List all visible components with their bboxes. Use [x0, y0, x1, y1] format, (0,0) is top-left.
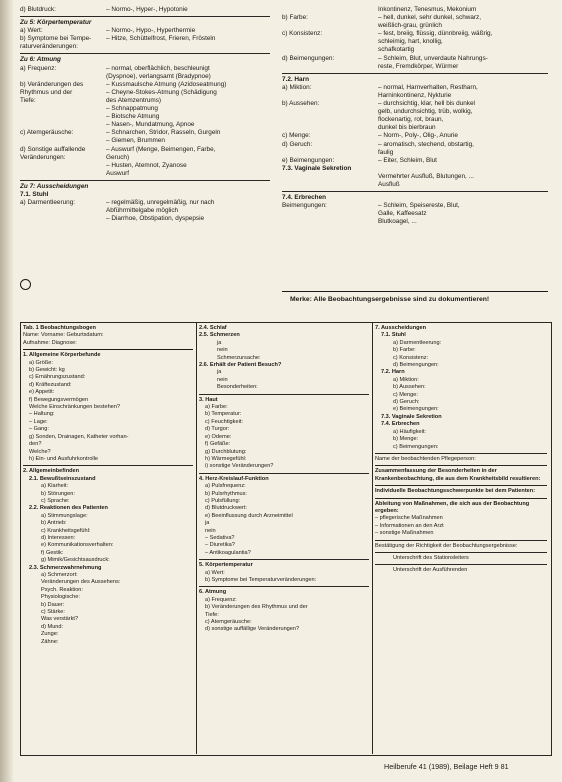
form-field: a) Frequenz: [205, 596, 237, 603]
row-value: gelb, undurchsichtig, trüb, wolkig, [378, 108, 473, 116]
form-field: e) Kommunikationsverhalten: [41, 542, 114, 549]
form-field: a) Miktion: [393, 376, 419, 383]
text-row [282, 141, 548, 149]
row-value: – Schnarchen, Stridor, Rasseln, Gurgeln [106, 129, 221, 137]
form-field: Zähne: [41, 638, 59, 645]
section-heading: 2. Allgemeinbefinden [23, 468, 80, 475]
row-label: raturveränderungen: [20, 43, 78, 51]
row-value: flockenartig, rot, braun, [378, 116, 444, 124]
text-row [282, 100, 548, 108]
page-footer: Heilberufe 41 (1989), Beilage Heft 9 81 [384, 762, 509, 771]
row-label [20, 137, 106, 145]
form-field: – Sedativa? [205, 534, 235, 541]
row-label: a) Frequenz: [20, 64, 57, 72]
text-row [282, 30, 548, 38]
form-field: g) Sonden, Drainagen, Katheter vorhan- [29, 433, 129, 440]
row-label [282, 38, 378, 46]
row-value: – normal, oberflächlich, beschleunigt [106, 64, 210, 72]
text-row [282, 55, 548, 63]
signature-line: Unterschrift der Ausführenden [393, 567, 468, 574]
subsection-heading: 2.1. Bewußtseinszustand [29, 475, 96, 482]
section-heading: Zu 7: Ausscheidungen [20, 182, 89, 190]
form-field: Besonderheiten: [217, 384, 258, 391]
form-field: a) Pulsfrequenz: [205, 483, 246, 490]
upper-left-column [20, 6, 270, 223]
subsection-heading: 7.1. Stuhl [381, 332, 406, 339]
form-field: b) Pulsrhythmus: [205, 490, 247, 497]
rule-line [20, 53, 270, 54]
row-label [20, 162, 106, 170]
row-label: c) Atemgeräusche: [20, 129, 74, 137]
row-value: – Biotsche Atmung [106, 113, 160, 121]
section-heading: 1. Allgemeine Körperbefunde [23, 352, 101, 359]
form-col-1 [23, 325, 193, 646]
row-value: – Nasen-, Mundatmung, Apnoe [106, 121, 195, 129]
form-field: b) Aussehen: [393, 384, 426, 391]
form-field: h) Ein- und Ausfuhrkontrolle [29, 455, 99, 462]
text-row [20, 215, 270, 223]
row-value: – aromatisch, stechend, obstartig, [378, 140, 474, 148]
row-label [282, 218, 378, 226]
form-field: g) Durchblutung: [205, 448, 247, 455]
form-field: – Gang: [29, 426, 49, 433]
form-field: d) Geruch: [393, 399, 420, 406]
subsection-heading: 2.4. Schlaf [199, 325, 227, 331]
form-field: a) Wert: [205, 569, 225, 576]
row-label [282, 116, 378, 124]
form-field: f) Gefäße: [205, 441, 231, 448]
form-field: a) Darmentleerung: [393, 339, 442, 346]
form-field: c) Stärke: [41, 609, 65, 616]
text-row [282, 210, 548, 218]
text-row [20, 121, 270, 129]
form-field: a) Schmerzort: [41, 572, 78, 578]
form-field: a) Größe: [29, 359, 53, 366]
form-divider-1 [196, 322, 197, 754]
row-label: a) Darmentleerung: [20, 199, 76, 207]
form-field: a) Stimmungslage: [41, 512, 88, 519]
form-field: Zunge: [41, 631, 59, 638]
form-field: c) Beimengungen: [393, 443, 439, 450]
form-field: b) Menge: [393, 436, 419, 443]
row-value: – hell, dunkel, sehr dunkel, schwarz, [378, 14, 482, 22]
subsection-heading: 2.2. Reaktionen des Patienten [29, 505, 108, 512]
form-field: nein [217, 376, 228, 383]
page-marker-icon [20, 279, 31, 290]
summary-heading: Ableitung von Maßnahmen, die sich aus der Beobachtung ergeben: [375, 500, 530, 514]
row-label: Rhythmus und der [20, 88, 73, 96]
text-row [20, 105, 270, 113]
row-label: Veränderungen: [20, 153, 66, 161]
form-field: Welche? [29, 448, 51, 455]
subsection-heading: 7.2. Harn [381, 369, 405, 376]
rule-line [282, 191, 548, 192]
text-row [282, 157, 548, 165]
subsection-heading: 7.4. Erbrechen [381, 421, 420, 428]
form-field: e) Beeinflussung durch Arzneimittel [205, 512, 293, 519]
form-field: a) Häufigkeit: [393, 428, 426, 435]
row-label: Beimengungen: [282, 202, 327, 210]
form-field: d) Kräftezustand: [29, 381, 72, 388]
form-field: d) Mund: [41, 623, 64, 630]
row-label: c) Konsistenz: [282, 30, 323, 38]
row-label: d) Geruch: [282, 140, 313, 148]
form-field: c) Atemgeräusche: [205, 619, 252, 626]
text-row [282, 108, 548, 116]
row-value: dunkel bis bierbraun [378, 124, 436, 132]
row-label [282, 210, 378, 218]
text-row [282, 116, 548, 124]
row-value: Inkontinenz, Tenesmus, Mekonium [378, 6, 477, 13]
form-field: a) Farbe: [205, 404, 228, 411]
rule-line [375, 453, 547, 454]
row-value: Vermehrter Ausfluß, Blutungen, ... [378, 172, 474, 180]
signature-line: Unterschrift des Stationsleiters [393, 554, 469, 561]
row-value: faulig [378, 148, 394, 156]
form-field: nein [205, 527, 216, 534]
row-value: schleimig, hart, knollig, [378, 38, 443, 46]
text-row [20, 154, 270, 162]
rule-line [375, 540, 547, 541]
row-label [20, 105, 106, 113]
row-value: reste, Fremdkörper, Würmer [378, 62, 459, 70]
text-row [20, 65, 270, 73]
row-value: Geruch) [106, 153, 130, 161]
form-field: c) Pulsfüllung: [205, 497, 241, 504]
text-row [282, 14, 548, 22]
form-field: Psych. Reaktion: [41, 586, 83, 593]
row-label [282, 6, 378, 14]
row-label [282, 46, 378, 54]
row-value: – Auswurf (Menge, Beimengen, Farbe, [106, 145, 216, 153]
row-value: Ausfluß [378, 180, 400, 188]
rule-line [199, 473, 369, 474]
rule-line [20, 180, 270, 181]
row-value: weißlich-grau, grünlich [378, 22, 442, 30]
memo-note: Merke: Alle Beobachtungsergebnisse sind zu dokumentieren! [290, 296, 490, 303]
row-value: Galle, Kaffeesatz [378, 210, 427, 218]
section-heading: Zu 6: Atmung [20, 56, 61, 64]
form-field: d) Blutdruckwert: [205, 505, 247, 512]
signature-label: Bestätigung der Richtigkeit der Beobachtungsergebnisse: [375, 542, 518, 549]
form-title: Tab. 1 Beobachtungsbogen [23, 325, 96, 331]
row-label [20, 113, 106, 121]
row-value: – Normo-, Hypo-, Hyperthermie [106, 27, 196, 35]
row-label: c) Menge: [282, 132, 311, 140]
row-label [282, 124, 378, 132]
row-label [282, 173, 378, 181]
row-label: b) Symptome bei Tempe- [20, 35, 92, 43]
form-field: ja [217, 339, 222, 346]
text-row [20, 27, 270, 35]
form-field: Welche Einschränkungen bestehen? [29, 404, 121, 411]
row-label: d) Blutdruck: [20, 6, 56, 13]
subsection-heading: 7.1. Stuhl [20, 190, 49, 198]
row-label: d) Beimengungen: [282, 54, 335, 62]
row-value: – durchsichtig, klar, hell bis dunkel [378, 100, 475, 108]
row-label [282, 63, 378, 71]
form-field: – Diuretika? [205, 542, 235, 549]
row-value [106, 43, 270, 51]
text-row [282, 22, 548, 30]
rule-line [199, 586, 369, 587]
form-field: g) Mimik/Gesichtsausdruck: [41, 557, 110, 564]
form-field: nein [217, 347, 228, 354]
form-field: b) Antrieb: [41, 520, 67, 527]
row-value: – fest, breiig, flüssig, dünnbreiig, wäßrig, [378, 30, 493, 38]
row-label [20, 215, 106, 223]
row-label: Tiefe: [20, 96, 36, 104]
form-field: f) Bewegungsvermögen [29, 396, 89, 403]
rule-line [199, 394, 369, 395]
text-row [20, 129, 270, 137]
text-row [20, 199, 270, 207]
section-heading: 5. Körpertemperatur [199, 562, 253, 569]
text-row [20, 170, 270, 178]
form-col-3 [375, 325, 547, 575]
form-field: a) Klarheit: [41, 483, 69, 490]
subsection-heading: 2.3. Schmerzwahrnehmung [29, 564, 102, 571]
text-row [20, 89, 270, 97]
row-value: Harninkontinenz, Nykturie [378, 91, 452, 99]
text-row [282, 84, 548, 92]
form-field: – Antikoagulantia? [205, 549, 251, 556]
rule-line [375, 465, 547, 466]
form-field: d) Turgor: [205, 426, 230, 433]
text-row [20, 97, 270, 105]
text-row [20, 113, 270, 121]
form-field: c) Krankheitsgefühl: [41, 527, 91, 534]
section-heading: 6. Atmung [199, 589, 227, 596]
summary-heading: Zusammenfassung der Besonderheiten in der Krankenbeobachtung, die aus dem Krankheitsbild resultieren: [375, 468, 541, 482]
rule-line [375, 485, 547, 486]
rule-line [23, 465, 193, 466]
row-value: – Schnappatmung [106, 105, 158, 113]
row-label: b) Farbe: [282, 14, 308, 22]
form-col-2 [199, 325, 369, 634]
form-field: c) Ernährungszustand: [29, 374, 86, 381]
row-label: e) Beimengungen: [282, 156, 335, 164]
row-label [20, 121, 106, 129]
form-field: ja [205, 520, 210, 527]
subsection-heading: 7.3. Vaginale Sekretion [381, 413, 442, 420]
form-field: c) Feuchtigkeit: [205, 418, 243, 425]
row-label [282, 149, 378, 157]
row-value: des Atemzentrums) [106, 96, 162, 104]
text-row [20, 207, 270, 215]
row-value: – Norm-, Poly-, Olig-, Anurie [378, 132, 458, 140]
subsection-heading: 2.5. Schmerzen [199, 332, 240, 339]
row-label: b) Veränderungen des [20, 80, 84, 88]
form-field: b) Symptome bei Temperaturveränderungen: [205, 577, 317, 583]
form-field: b) Gewicht: kg [29, 367, 65, 374]
summary-heading: Individuelle Beobachtungsschwerpunkte bei dem Patienten: [375, 488, 536, 495]
text-row [282, 46, 548, 54]
text-row [282, 124, 548, 132]
form-field: b) Temperatur: [205, 411, 242, 418]
form-field: ja [217, 369, 222, 376]
form-field: c) Sprache: [41, 497, 70, 504]
rule-line [23, 349, 193, 350]
form-field: – sonstige Maßnahmen [375, 530, 434, 537]
form-field: c) Konsistenz: [393, 354, 429, 361]
upper-right-column [282, 6, 548, 226]
rule-line [199, 559, 369, 560]
form-field: Schmerzursache: [217, 354, 261, 361]
text-row [20, 162, 270, 170]
form-field: c) Menge: [393, 391, 418, 398]
text-row [20, 137, 270, 145]
row-label [282, 22, 378, 30]
form-field: – Informationen an den Arzt [375, 522, 444, 529]
row-label [282, 108, 378, 116]
form-field: Tiefe: [205, 611, 219, 618]
rule-line [375, 498, 547, 499]
form-field: – pflegerische Maßnahmen [375, 515, 443, 522]
form-field: b) Störungen: [41, 490, 75, 497]
form-field: – Lage: [29, 418, 48, 425]
rule-line [375, 564, 547, 565]
row-value: Blutkoagel, ... [378, 218, 417, 226]
section-heading: 7.2. Harn [282, 75, 309, 83]
row-label: a) Wert: [20, 27, 43, 35]
row-label: b) Aussehen: [282, 100, 320, 108]
rule-line [282, 73, 548, 74]
form-field: Name der beobachtenden Pflegeperson: [375, 455, 476, 462]
text-row [282, 6, 548, 14]
form-field: b) Veränderungen des Rhythmus und der [205, 604, 308, 611]
section-heading: 7.3. Vaginale Sekretion [282, 164, 352, 172]
text-row [282, 218, 548, 226]
row-label [20, 73, 106, 81]
form-field: b) Dauer: [41, 601, 65, 608]
text-row [282, 132, 548, 140]
form-field: Was verstärkt? [41, 616, 79, 623]
note-divider [282, 291, 548, 292]
text-row [282, 181, 548, 189]
rule-line [20, 16, 270, 17]
form-field: b) Farbe: [393, 347, 416, 354]
text-row [282, 149, 548, 157]
form-field: – Haltung: [29, 411, 55, 418]
row-label: d) Sonstige auffallende [20, 145, 86, 153]
text-row [282, 202, 548, 210]
row-value: – regelmäßig, unregelmäßig, nur nach [106, 199, 215, 207]
form-field: e) Appetit: [29, 389, 55, 396]
text-row [282, 63, 548, 71]
row-label [282, 181, 378, 189]
form-field: d) sonstige auffällige Veränderungen? [205, 626, 300, 633]
row-value: schafkotartig [378, 46, 415, 54]
rule-line [375, 552, 547, 553]
row-label [20, 170, 106, 178]
section-heading: 7. Ausscheidungen [375, 325, 427, 331]
text-row [282, 173, 548, 181]
row-value: – Kussmaulsche Atmung (Azidoseatmung) [106, 80, 227, 88]
text-row [20, 6, 270, 14]
row-value: Auswurf [106, 169, 130, 177]
form-field: Veränderungen des Aussehens: [41, 579, 121, 586]
row-value: Abführmittelgabe möglich [106, 207, 179, 215]
text-row [282, 92, 548, 100]
form-field: e) Beimengungen: [393, 406, 439, 413]
text-row [20, 81, 270, 89]
row-label [282, 92, 378, 100]
form-field: den? [29, 441, 42, 448]
section-heading: 3. Haut [199, 396, 218, 403]
row-value: (Dyspnoe), verlangsamt (Bradypnoe) [106, 72, 211, 80]
form-field: Physiologische: [41, 594, 80, 601]
header-field: Aufnahme: Diagnose: [23, 339, 77, 346]
form-field: i) sonstige Veränderungen? [205, 463, 274, 470]
text-row [20, 35, 270, 43]
section-heading: 4. Herz-Kreislauf-Funktion [199, 475, 269, 482]
row-label: a) Miktion: [282, 83, 312, 91]
section-heading: Zu 5: Körpertemperatur [20, 19, 92, 27]
section-heading: 7.4. Erbrechen [282, 194, 327, 202]
text-row [282, 38, 548, 46]
form-divider-2 [372, 322, 373, 754]
header-field: Name: Vorname: Geburtsdatum: [23, 332, 104, 339]
row-value: – Normo-, Hyper-, Hypotonie [106, 6, 188, 13]
form-field: d) Beimengungen: [393, 362, 439, 369]
row-value: – Hitze, Schüttelfrost, Frieren, Frösteln [106, 35, 216, 43]
row-value: – Diarrhoe, Obstipation, dyspepsie [106, 215, 205, 223]
row-value: – Husten, Atemnot, Zyanose [106, 161, 187, 169]
row-value: – Eiter, Schleim, Blut [378, 156, 437, 164]
text-row [20, 73, 270, 81]
text-row [20, 43, 270, 51]
form-field: e) Ödeme: [205, 433, 232, 440]
row-value: – Schleim, Blut, unverdaute Nahrungs- [378, 54, 488, 62]
page-gutter-shadow [0, 0, 14, 782]
text-row [20, 146, 270, 154]
form-field: d) Interessen: [41, 534, 76, 541]
row-value: – Cheyne-Stokes-Atmung (Schädigung [106, 88, 217, 96]
subsection-heading: 2.6. Erhält der Patient Besuch? [199, 362, 282, 369]
row-value: – Giemen, Brummen [106, 137, 165, 145]
form-field: f) Gestik: [41, 549, 64, 556]
form-field: h) Wärmegefühl: [205, 455, 247, 462]
row-value: – Schleim, Speisereste, Blut, [378, 202, 460, 210]
row-value: – normal, Harnverhalten, Restharn, [378, 83, 478, 91]
row-label [20, 207, 106, 215]
